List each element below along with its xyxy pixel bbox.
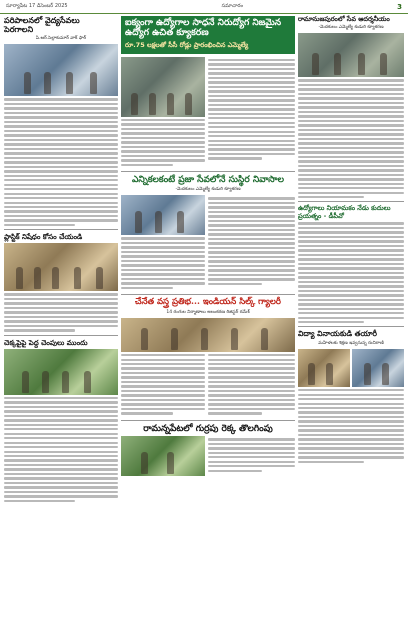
article-subhead-silk: 14 రంగుల నిర్మాణాలు అలంకరణ రిజిస్టర్ రమేశ్ [166,310,250,316]
elections-body-a [121,237,205,289]
article-subhead-ganesh: మహిళలకు శిక్షణ ఇవ్వనున్న రుచిరాణి [318,341,384,347]
divider [121,294,295,295]
elections-photo [121,195,205,235]
masthead-date: సూర్యాపేట 17 డిసెంబర్ 2025 [6,3,68,9]
article-subhead-health: పి.ఆర్.సెల్లాకుమార్ వాక్ ఫార్ [35,36,87,42]
article-photo-health [4,44,118,96]
elections-body-b [208,197,295,285]
service-body [298,79,404,198]
article-headline-plastic: ప్లాస్టిక్ నిషేధం కోసం చేయండి [4,232,83,242]
article-photo-check [4,349,118,395]
divider [298,326,404,327]
article-headline-silk: చేనేత వస్త్ర ప్రతిభ... ఇండియన్ సిల్క్ గ్యాలరీ [135,297,281,308]
column-left [4,16,118,504]
divider [4,335,118,336]
lead-body-a [121,119,205,166]
column-right [298,16,404,465]
article-body-health [4,98,118,226]
ganesh-photo-a [298,349,350,387]
horse-body [208,438,295,476]
article-body-plastic [4,293,118,331]
article-subhead-elections: -మెదకులం ఎమ్మెల్యే కుడురి క్యూకరణ [175,187,241,193]
article-headline-ganesh: విద్యా వినాయకుడి తయారీ [298,329,377,339]
divider [121,171,295,172]
article-headline-elections: ఎన్నికలకంటే ప్రజా సేవలోనే సుస్థిర నివాసాల [132,175,284,186]
masthead-title: సమాచారం [221,3,244,9]
lead-banner-title: ఐక్యంగా ఉద్యోగాల సాధనే నిరుద్యోగ నిజమైన ఉద్యోగ ఉచిత క్యూకరణ [125,18,282,38]
divider [4,229,118,230]
jobs-body [298,222,404,323]
service-photo [298,33,404,77]
silk-body-a [121,354,205,417]
ganesh-body [298,389,404,463]
article-headline-horse: రామన్నపేటలో గుర్రపు రెక్క తొలగింపు [143,423,273,434]
silk-body-b [208,354,295,417]
article-headline-health: పరిపాలనలో వైద్యసేవలు [4,15,80,25]
article-subhead-service: -మెదకులం ఎమ్మెల్యే కుడురి క్యూకరణ [318,25,384,31]
silk-photo [121,318,295,352]
article-headline-health-2: పెరగాలని [4,24,34,35]
page-masthead [0,0,408,14]
article-headline-service: రామానుజపురంలో సేవ ఆదర్శనీయం [298,15,390,23]
lead-photo [121,57,205,117]
column-center [121,16,295,476]
lead-banner [121,16,295,54]
lead-body-b [208,59,295,160]
horse-photo [121,436,205,476]
article-headline-jobs: ఉద్యోగాలు నియామకం నేడు కుదులు ప్రయత్నం - డీపీవో [298,204,391,220]
divider [298,201,404,202]
ganesh-photo-b [352,349,404,387]
divider [121,420,295,421]
article-body-check [4,397,118,503]
article-photo-plastic [4,243,118,291]
lead-banner-subtitle: రూ.75 లక్షలతో సీసీ రోడ్లు ప్రారంభించిన ఎమ్మెల్యే [125,40,249,49]
page-number: 3 [397,2,402,11]
article-headline-check: చెక్కపైపై పెద్ద చెంపులు ముందు [4,337,88,347]
